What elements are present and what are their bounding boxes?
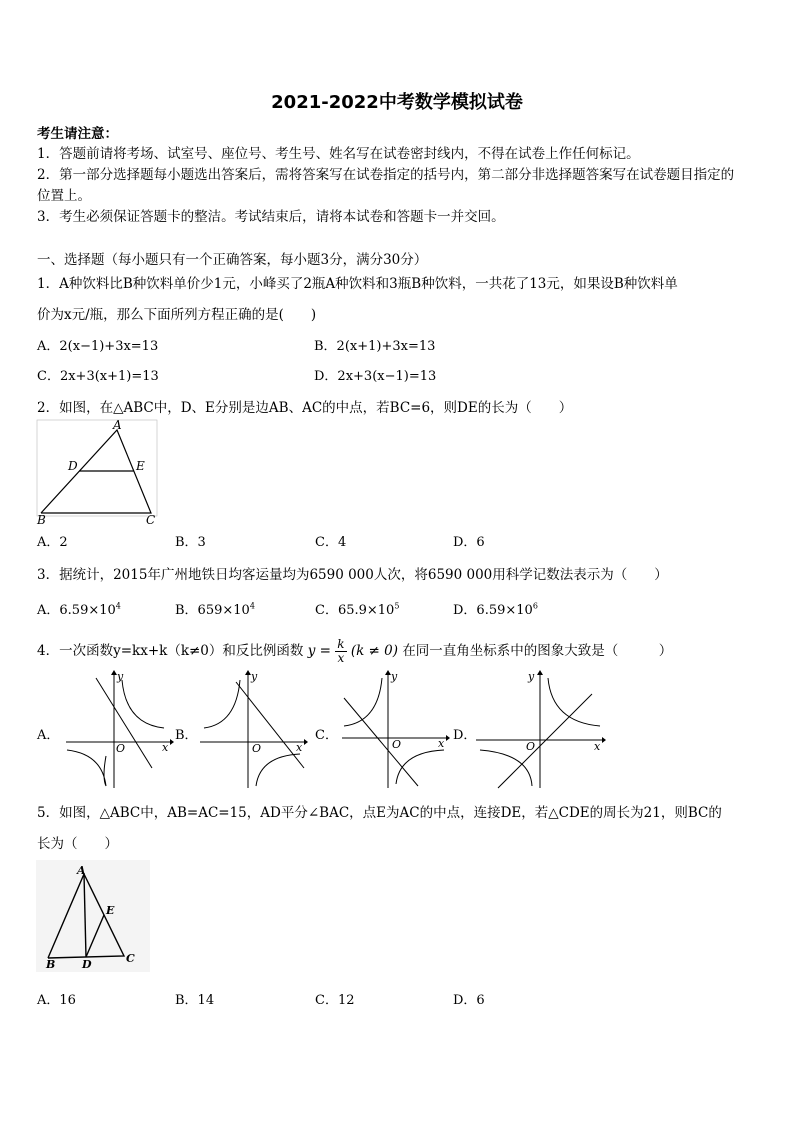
q3-option-c: C．$65.9\times 10^5$ [315, 601, 400, 618]
q5-option-d: D．6 [453, 993, 485, 1008]
label-e: E [106, 904, 115, 917]
q2-option-d: D．6 [453, 535, 485, 550]
label-d: D [68, 459, 78, 473]
q5-stem: 长为（ ） [37, 836, 118, 852]
label-a: A [77, 864, 86, 877]
q2-option-b: B．3 [175, 535, 206, 550]
axis-x-label: x [438, 737, 445, 750]
q4-option-a: A． [37, 728, 60, 743]
label-e: E [136, 459, 145, 473]
q4-stem: 4．一次函数y=kx+k（k≠0）和反比例函数 y = $\frac{k}{x}$ (k ≠ 0) 在同一直角坐标系中的图象大致是（ ） [37, 637, 673, 665]
label-d: D [82, 958, 92, 971]
axis-x-label: x [296, 741, 303, 754]
q5-option-b: B．14 [175, 993, 215, 1008]
q4-option-c: C． [315, 728, 338, 743]
label-a: A [113, 418, 122, 432]
q4-option-b: B． [175, 728, 198, 743]
label-b: B [37, 513, 46, 526]
axis-y-label: y [528, 670, 535, 683]
axis-y-label: y [391, 670, 398, 683]
q5-option-a: A．16 [37, 993, 76, 1008]
notice-item: 2．第一部分选择题每小题选出答案后，需将答案写在试卷指定的括号内，第二部分非选择题答案写在试卷题目指定的 [37, 167, 735, 183]
q4-graph-c [338, 668, 450, 790]
q1-option-b: B．2(x+1)+3x=13 [314, 339, 436, 354]
q1-option-c: C．2x+3(x+1)=13 [37, 369, 159, 384]
section-heading: 一、选择题（每小题只有一个正确答案，每小题3分，满分30分） [37, 252, 428, 268]
q4-fraction: $\frac{k}{x}$ [337, 637, 345, 665]
notice-item: 1．答题前请将考场、试室号、座位号、考生号、姓名写在试卷密封线内，不得在试卷上作任何标记。 [37, 146, 640, 162]
q4-graph-b [196, 668, 308, 790]
origin-label: O [252, 742, 262, 755]
q3-stem: 3．据统计，2015年广州地铁日均客运量均为6590 000人次，将6590 000用科学记数法表示为（ ） [37, 567, 668, 583]
label-c: C [126, 952, 135, 965]
q5-stem: 5．如图，△ABC中，AB=AC=15，AD平分∠BAC，点E为AC的中点，连接DE，若△CDE的周长为21，则BC的 [37, 805, 722, 821]
q4-option-d: D． [453, 728, 477, 743]
q3-option-d: D．$6.59\times 10^6$ [453, 601, 538, 618]
axis-y-label: y [251, 670, 258, 683]
notice-heading: 考生请注意： [37, 126, 118, 142]
origin-label: O [116, 742, 126, 755]
q1-stem: 1．A种饮料比B种饮料单价少1元，小峰买了2瓶A种饮料和3瓶B种饮料，一共花了13元，如果设B种饮料单 [37, 276, 678, 292]
q4-graph-a [62, 668, 174, 790]
q1-option-d: D．2x+3(x−1)=13 [314, 369, 437, 384]
origin-label: O [392, 738, 402, 751]
q1-option-a: A．2(x−1)+3x=13 [37, 339, 159, 354]
q5-triangle-figure [36, 860, 150, 972]
label-b: B [46, 958, 56, 971]
q1-stem: 价为x元/瓶，那么下面所列方程正确的是( ) [37, 307, 317, 323]
q2-stem: 2．如图，在△ABC中，D、E分别是边AB、AC的中点，若BC=6，则DE的长为（ ） [37, 400, 573, 416]
q4-graph-d [474, 668, 608, 790]
page-title: 2021-2022中考数学模拟试卷 [271, 92, 523, 113]
origin-label: O [526, 740, 536, 753]
q2-option-a: A．2 [37, 535, 68, 550]
q5-option-c: C．12 [315, 993, 355, 1008]
axis-x-label: x [162, 741, 169, 754]
q2-triangle-figure [35, 418, 160, 526]
notice-item: 3．考生必须保证答题卡的整洁。考试结束后，请将本试卷和答题卡一并交回。 [37, 209, 505, 225]
notice-item: 位置上。 [37, 188, 91, 204]
label-c: C [146, 513, 156, 526]
axis-y-label: y [117, 670, 124, 683]
q3-option-a: A．$6.59\times 10^4$ [37, 601, 121, 618]
q3-option-b: B．$659\times 10^4$ [175, 601, 255, 618]
q2-option-c: C．4 [315, 535, 347, 550]
axis-x-label: x [594, 740, 601, 753]
